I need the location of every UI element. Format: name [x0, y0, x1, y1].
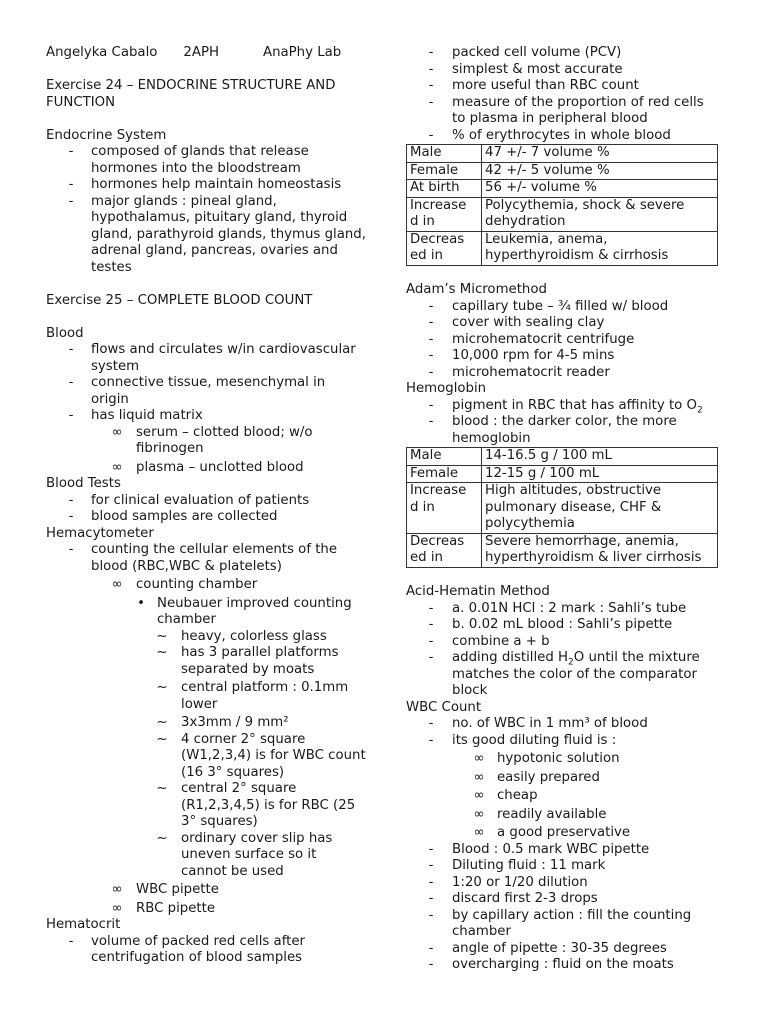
- list-item: - packed cell volume (PCV): [406, 45, 718, 62]
- list-marker: ∞: [111, 900, 123, 916]
- list-item: ∞ RBC pipette: [111, 900, 216, 916]
- list-marker: -: [68, 193, 74, 209]
- list-marker: -: [428, 397, 434, 413]
- list-marker: -: [68, 509, 74, 524]
- hemoglobin-heading: Hemoglobin: [406, 381, 487, 396]
- endocrine-heading: Endocrine System: [46, 127, 167, 143]
- list-item: - blood : the darker color, the more hemoglobin: [406, 414, 718, 447]
- list-marker: -: [68, 144, 74, 159]
- list-item: ~ heavy, colorless glass: [156, 628, 327, 644]
- list-item: ~ 4 corner 2° square (W1,2,3,4) is for WBC count (16 3° squares): [156, 731, 366, 780]
- list-item: - its good diluting fluid is :: [406, 733, 718, 750]
- adams-heading: Adam’s Micromethod: [406, 282, 547, 297]
- list-marker: -: [428, 348, 434, 363]
- table-cell: Male: [407, 145, 482, 163]
- list-marker: -: [428, 78, 434, 93]
- list-item: - Diluting fluid : 11 mark: [406, 858, 718, 875]
- list-item: - for clinical evaluation of patients: [46, 493, 366, 510]
- list-item: - combine a + b: [406, 634, 718, 651]
- wbc-count-heading: WBC Count: [406, 699, 482, 715]
- list-item: ∞ plasma – unclotted blood: [111, 459, 304, 475]
- list-marker: ∞: [111, 577, 123, 592]
- list-marker: -: [68, 933, 74, 949]
- table-cell: Decreas ed in: [407, 231, 482, 265]
- list-item: - overcharging : fluid on the moats: [406, 957, 718, 974]
- list-marker: -: [428, 45, 434, 60]
- list-marker: ~: [156, 731, 168, 747]
- table-cell: Female: [407, 465, 482, 483]
- list-marker: ~: [156, 715, 168, 730]
- list-marker: ∞: [111, 882, 123, 897]
- list-item: - discard first 2-3 drops: [406, 891, 718, 908]
- list-item: - has liquid matrix: [46, 408, 366, 425]
- list-item: ∞ readily available: [473, 806, 607, 822]
- table-row: [407, 145, 718, 163]
- table-cell: Decreas ed in: [407, 533, 482, 567]
- list-marker: -: [428, 957, 434, 972]
- table-cell: Leukemia, anema, hyperthyroidism & cirrhosis: [482, 231, 718, 265]
- list-marker: -: [428, 315, 434, 330]
- table-cell: 42 +/- 5 volume %: [482, 162, 718, 180]
- table-row: [407, 533, 718, 567]
- table-cell: 12-15 g / 100 mL: [482, 465, 718, 483]
- list-item: - simplest & most accurate: [406, 62, 718, 79]
- exercise-25-title: Exercise 25 – COMPLETE BLOOD COUNT: [46, 292, 313, 308]
- list-marker: -: [428, 331, 434, 347]
- list-item: ~ central platform : 0.1mm lower: [156, 680, 349, 712]
- list-marker: ∞: [111, 424, 123, 440]
- table-cell: Severe hemorrhage, anemia, hyperthyroidism & liver cirrhosis: [482, 533, 718, 567]
- table-row: [407, 162, 718, 180]
- list-item: ∞ hypotonic solution: [473, 751, 620, 766]
- list-marker: ~: [156, 645, 168, 660]
- course: AnaPhy Lab: [262, 45, 342, 60]
- table-cell: 14-16.5 g / 100 mL: [482, 448, 718, 466]
- list-marker: -: [428, 940, 434, 956]
- list-marker: ~: [156, 680, 168, 695]
- table-cell: Increase d in: [407, 483, 482, 534]
- table-cell: 56 +/- volume %: [482, 180, 718, 198]
- list-item: - b. 0.02 mL blood : Sahli’s pipette: [406, 617, 718, 634]
- list-marker: ∞: [473, 751, 485, 766]
- list-item: - adding distilled $H_2O$ until the mixture matches the color of the comparator block: [406, 650, 718, 700]
- list-item: - volume of packed red cells after centrifugation of blood samples: [46, 934, 366, 967]
- list-item: - capillary tube – ¾ filled w/ blood: [406, 299, 718, 316]
- table-cell: 47 +/- 7 volume %: [482, 145, 718, 163]
- list-item: - a. 0.01N HCl : 2 mark : Sahli’s tube: [406, 601, 718, 618]
- table-cell: At birth: [407, 180, 482, 198]
- list-item: - by capillary action : fill the counting chamber: [406, 908, 718, 941]
- list-marker: -: [428, 874, 434, 890]
- list-item: - Blood : 0.5 mark WBC pipette: [406, 842, 718, 859]
- table-row: [407, 448, 718, 466]
- list-item: - 10,000 rpm for 4-5 mins: [406, 348, 718, 365]
- list-item: - blood samples are collected: [46, 509, 366, 526]
- list-marker: -: [68, 177, 74, 192]
- list-item: • Neubauer improved counting chamber: [46, 596, 366, 629]
- table-cell: High altitudes, obstructive pulmonary disease, CHF & polycythemia: [482, 483, 718, 534]
- list-item: ∞ serum – clotted blood; w/o fibrinogen: [111, 424, 313, 456]
- list-item: - % of erythrocytes in whole blood: [406, 128, 718, 145]
- list-marker: -: [428, 891, 434, 906]
- exercise-24-title: Exercise 24 – ENDOCRINE STRUCTURE AND FUNCTION: [46, 78, 336, 110]
- table-row: [407, 483, 718, 534]
- list-item: - cover with sealing clay: [406, 315, 718, 332]
- student-name: Angelyka Cabalo: [46, 45, 158, 60]
- list-item: - hormones help maintain homeostasis: [46, 177, 366, 194]
- list-marker: ~: [156, 628, 168, 644]
- list-item: - pigment in RBC that has affinity to $O_2$: [406, 398, 718, 415]
- list-marker: -: [428, 127, 434, 143]
- hematocrit-heading: Hematocrit: [46, 917, 121, 932]
- table-row: [407, 465, 718, 483]
- list-marker: -: [428, 414, 434, 429]
- list-marker: -: [428, 858, 434, 873]
- hemacytometer-heading: Hemacytometer: [46, 525, 154, 541]
- list-item: - measure of the proportion of red cells to plasma in peripheral blood: [406, 95, 718, 128]
- list-marker: -: [428, 716, 434, 731]
- list-marker: -: [428, 633, 434, 649]
- list-marker: ~: [156, 830, 168, 846]
- left-column: [46, 0, 366, 967]
- table-row: [407, 180, 718, 198]
- list-marker: -: [68, 342, 74, 357]
- list-item: - major glands : pineal gland, hypothalamus, pituitary gland, thyroid gland, parathyroid glands, thymus gland, adrenal gland, pancreas, ovaries and testes: [46, 194, 366, 277]
- list-marker: -: [428, 841, 434, 857]
- section: 2APH: [183, 45, 219, 60]
- blood-tests-heading: Blood Tests: [46, 476, 121, 491]
- list-item: - more useful than RBC count: [406, 78, 718, 95]
- list-marker: -: [68, 492, 74, 508]
- list-marker: ∞: [473, 788, 485, 803]
- table-row: [407, 197, 718, 231]
- hemoglobin-table: [406, 447, 718, 568]
- list-marker: -: [428, 907, 434, 923]
- list-item: - flows and circulates w/in cardiovascular system: [46, 342, 366, 375]
- list-marker: ∞: [473, 769, 485, 785]
- list-item: - microhematocrit centrifuge: [406, 332, 718, 349]
- header-line: [46, 45, 366, 62]
- list-item: ∞ WBC pipette: [111, 882, 219, 897]
- table-row: [407, 231, 718, 265]
- list-item: - angle of pipette : 30-35 degrees: [406, 941, 718, 958]
- list-item: ∞ cheap: [473, 788, 538, 803]
- table-cell: Increase d in: [407, 197, 482, 231]
- list-marker: -: [428, 61, 434, 77]
- list-item: ∞ a good preservative: [473, 825, 631, 840]
- list-item: - 1:20 or 1/20 dilution: [406, 875, 718, 892]
- list-item: ~ 3x3mm / 9 mm²: [156, 715, 289, 730]
- list-marker: -: [68, 375, 74, 390]
- list-marker: -: [428, 364, 434, 380]
- list-marker: -: [428, 600, 434, 616]
- blood-heading: Blood: [46, 325, 84, 341]
- list-item: ~ ordinary cover slip has uneven surface so it cannot be used: [156, 830, 333, 879]
- list-item: ~ has 3 parallel platforms separated by moats: [156, 645, 339, 677]
- list-item: - no. of WBC in 1 mm³ of blood: [406, 716, 718, 733]
- list-marker: -: [428, 298, 434, 314]
- list-marker: -: [68, 408, 74, 423]
- list-item: - microhematocrit reader: [406, 365, 718, 382]
- list-item: ~ central 2° square (R1,2,3,4,5) is for RBC (25 3° squares): [156, 781, 356, 829]
- table-cell: Female: [407, 162, 482, 180]
- table-cell: Polycythemia, shock & severe dehydration: [482, 197, 718, 231]
- right-column: [406, 0, 718, 974]
- list-item: ∞ easily prepared: [473, 769, 600, 785]
- list-marker: ~: [156, 781, 168, 796]
- list-marker: ∞: [473, 825, 485, 840]
- list-item: ∞ counting chamber: [111, 577, 258, 592]
- list-marker: -: [428, 617, 434, 632]
- list-marker: -: [68, 542, 74, 557]
- acid-hematin-heading: Acid-Hematin Method: [406, 584, 550, 599]
- list-marker: •: [137, 595, 145, 611]
- list-marker: ∞: [111, 459, 123, 475]
- list-item: - composed of glands that release hormones into the bloodstream: [46, 144, 366, 177]
- list-marker: -: [428, 732, 434, 748]
- list-item: - counting the cellular elements of the blood (RBC,WBC & platelets): [46, 542, 366, 575]
- hematocrit-table: [406, 144, 718, 266]
- list-marker: ∞: [473, 806, 485, 822]
- table-cell: Male: [407, 448, 482, 466]
- list-item: - connective tissue, mesenchymal in origin: [46, 375, 366, 408]
- list-marker: -: [428, 94, 434, 110]
- list-marker: -: [428, 650, 434, 665]
